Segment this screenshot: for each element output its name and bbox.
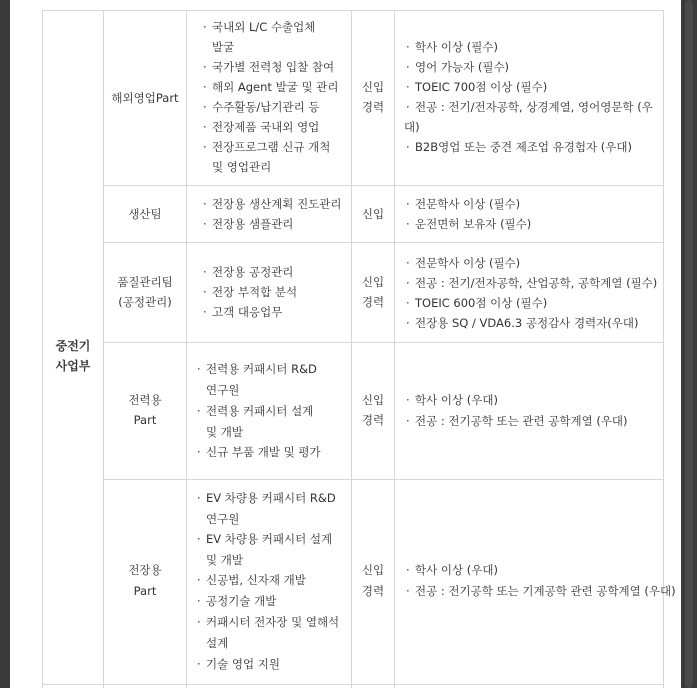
duty-item: · 전장용 샘플관리 xyxy=(212,214,293,234)
duty-item: · 해외 Agent 발굴 및 관리 xyxy=(212,77,338,97)
team-name-sub: Part xyxy=(133,584,157,598)
qualification-item: · 운전면허 보유자 (필수) xyxy=(415,214,531,234)
duty-item: · 기술 영업 지원 xyxy=(206,654,280,674)
table-bottom-border xyxy=(42,684,664,685)
duty-item: · 전장용 생산계획 진도관리 xyxy=(212,194,342,214)
qualification-item: · 전공 : 전기/전자공학, 산업공학, 공학계열 (필수) xyxy=(415,273,657,293)
duty-item-continued: 및 개발 xyxy=(206,553,243,567)
team-name: 전장용 xyxy=(128,563,162,577)
career-column-divider xyxy=(394,10,395,688)
career-type: 신입 xyxy=(361,393,385,407)
duty-item: · 전력용 커패시터 설계 xyxy=(206,401,313,421)
duty-item: · EV 차량용 커패시터 설계 xyxy=(206,529,332,549)
qualification-item: · 전공 : 전기/전자공학, 상경계열, 영어영문학 (우 xyxy=(415,97,653,117)
qualification-item: · 전공 : 전기공학 또는 관련 공학계열 (우대) xyxy=(415,411,628,431)
qualification-item-continued: 대) xyxy=(404,120,420,134)
qualification-item: · 학사 이상 (우대) xyxy=(415,390,498,410)
division-name: 사업부 xyxy=(55,359,91,373)
qualification-item: · TOEIC 600점 이상 (필수) xyxy=(415,293,547,313)
team-name: 해외영업Part xyxy=(111,91,179,105)
qualification-item: · 학사 이상 (우대) xyxy=(415,560,498,580)
division-name: 중전기 xyxy=(55,339,91,353)
duty-item-continued: 발굴 xyxy=(212,40,235,54)
duty-item: · 전장프로그램 신규 개척 xyxy=(212,137,330,157)
qualification-item: · 학사 이상 (필수) xyxy=(415,37,498,57)
duty-item-continued: 및 개발 xyxy=(206,425,243,439)
duty-item: · 신공법, 신자재 개발 xyxy=(206,570,306,590)
career-type: 경력 xyxy=(361,100,385,114)
duty-item: · 공정기술 개발 xyxy=(206,591,276,611)
duty-item: · 국내외 L/C 수출업체 xyxy=(212,17,315,37)
team-name: 생산팀 xyxy=(128,207,162,221)
duty-item-continued: 및 영업관리 xyxy=(212,160,272,174)
career-type: 경력 xyxy=(361,584,385,598)
team-name-sub: (공정관리) xyxy=(118,295,172,309)
team-name-sub: Part xyxy=(133,413,157,427)
duty-item: · EV 차량용 커패시터 R&D xyxy=(206,488,336,508)
duty-item: · 고객 대응업무 xyxy=(212,302,282,322)
duty-item: · 커패시터 전자장 및 열해석 xyxy=(206,612,339,632)
career-type: 신입 xyxy=(361,563,385,577)
qualification-item: · 전공 : 전기공학 또는 기계공학 관련 공학계열 (우대) xyxy=(415,581,676,601)
qualification-item: · 전문학사 이상 (필수) xyxy=(415,194,520,214)
row-divider xyxy=(103,342,664,343)
career-type: 신입 xyxy=(361,80,385,94)
duty-item: · 전력용 커패시터 R&D xyxy=(206,359,317,379)
qualification-item: · 전장용 SQ / VDA6.3 공정감사 경력자(우대) xyxy=(415,313,638,333)
row-divider xyxy=(103,479,664,480)
table-top-border xyxy=(42,10,664,11)
duty-item: · 국가별 전력청 입찰 참여 xyxy=(212,57,334,77)
row-divider xyxy=(103,185,664,186)
duty-item: · 전장 부적합 분석 xyxy=(212,282,297,302)
career-type: 신입 xyxy=(361,275,385,289)
career-type: 신입 xyxy=(361,207,385,221)
row-divider xyxy=(103,242,664,243)
team-column-divider xyxy=(186,10,187,688)
team-name: 전력용 xyxy=(128,393,162,407)
qualification-item: · B2B영업 또는 중견 제조업 유경험자 (우대) xyxy=(415,137,632,157)
qualification-item: · 전문학사 이상 (필수) xyxy=(415,253,520,273)
qualification-item: · TOEIC 700점 이상 (필수) xyxy=(415,77,547,97)
team-name: 품질관리팀 xyxy=(117,275,173,289)
duty-item-continued: 연구원 xyxy=(206,512,240,526)
career-type: 경력 xyxy=(361,295,385,309)
qualification-item: · 영어 가능자 (필수) xyxy=(415,57,509,77)
duty-item: · 수주활동/납기관리 등 xyxy=(212,97,320,117)
duty-item-continued: 설계 xyxy=(206,636,229,650)
scrollbar-thumb[interactable] xyxy=(685,0,693,688)
duty-item-continued: 연구원 xyxy=(206,383,240,397)
career-type: 경력 xyxy=(361,413,385,427)
duty-item: · 전장제품 국내외 영업 xyxy=(212,117,319,137)
duty-item: · 신규 부품 개발 및 평가 xyxy=(206,442,321,462)
duty-item: · 전장용 공정관리 xyxy=(212,262,293,282)
